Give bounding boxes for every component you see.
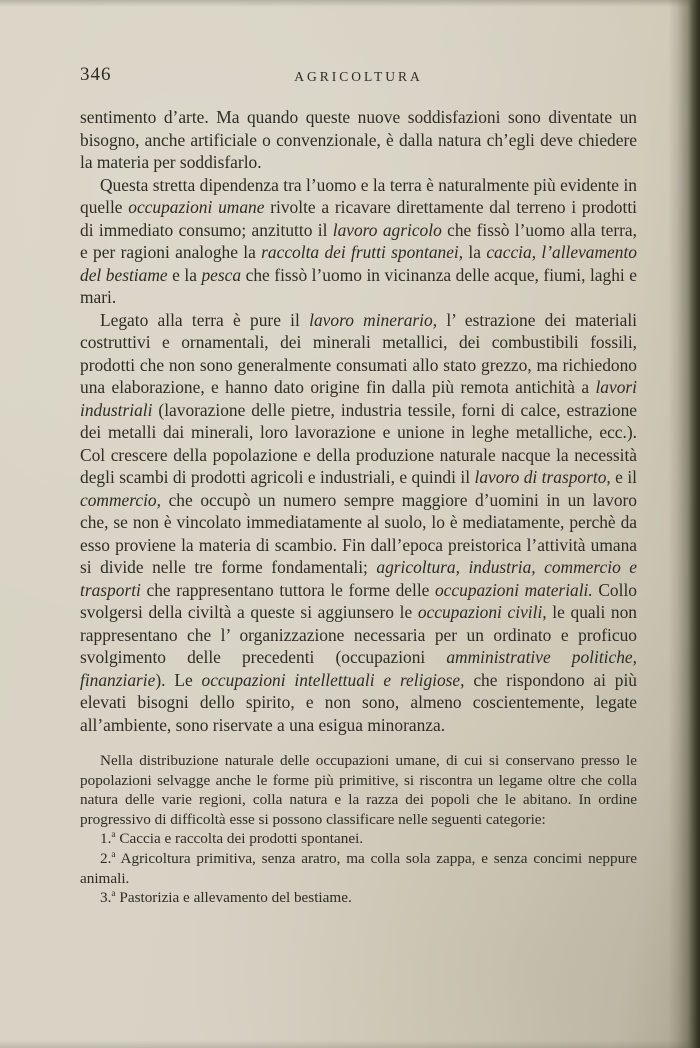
text-segment: Legato alla terra è pure il xyxy=(100,309,310,330)
text-segment: occupazioni civili, xyxy=(417,602,547,622)
text-segment: ). Le xyxy=(155,669,202,690)
text-segment: lavoro agricolo xyxy=(332,219,442,240)
paragraph xyxy=(80,106,637,174)
text-segment: l’ estrazione dei materiali costruttivi e ornamentali, dei minerali metallici, dei combustibili fossili, prodotti che non sono generalmente consumati allo stato grezzo, ma richiedono una elaborazione, e hanno dato origine fin dalla più remota antichità a xyxy=(80,309,637,397)
page-number: 346 xyxy=(80,64,112,85)
text-segment: che fissò l’uomo alla terra, e per ragioni analoghe la xyxy=(80,219,637,262)
text-segment: Caccia e raccolta dei prodotti spontanei. xyxy=(115,830,364,848)
text-segment: e il xyxy=(610,467,637,487)
text-segment: lavoro minerario, xyxy=(309,309,438,330)
text-segment: commercio, xyxy=(80,489,161,510)
bottom-page-edge xyxy=(0,1040,700,1048)
page-content-area xyxy=(80,64,637,908)
paragraph xyxy=(80,751,637,829)
text-segment: Agricoltura primitiva, senza aratro, ma colla sola zappa, e senza concimi neppure animali. xyxy=(80,849,637,887)
list-item xyxy=(80,888,637,908)
text-segment: lavoro di trasporto, xyxy=(474,467,611,487)
text-segment: che rispondono ai più elevati bisogni dello spirito, e non sono, almeno coscientemente, legate all’ambiente, sono riservate a una esigua minoranza. xyxy=(80,669,637,735)
text-segment: amministrative politiche, finanziarie xyxy=(80,647,637,690)
text-segment: le quali non rappresentano che l’ organizzazione necessaria per un ordinato e proficuo svolgimento delle precedenti (occupazioni xyxy=(80,602,638,667)
text-segment: caccia, l’allevamento del bestiame xyxy=(80,242,637,285)
list-item xyxy=(80,829,637,849)
page-body xyxy=(80,106,637,908)
list-item xyxy=(80,849,637,888)
text-segment: a xyxy=(111,830,116,841)
text-segment: che occupò un numero sempre maggiore d’uomini in un lavoro che, se non è vincolato immediatamente al suolo, lo è mediatamente, perchè da esso proviene la materia di scambio. Fin dall’epoca preistorica l’attività umana si divide nelle tre forme fondamentali; xyxy=(80,489,637,577)
text-segment: e la xyxy=(167,264,202,285)
text-segment: raccolta dei frutti spontanei, xyxy=(261,242,464,262)
text-segment: che fissò l’uomo in vicinanza delle acque, fiumi, laghi e mari. xyxy=(80,264,638,307)
text-segment: (lavorazione delle pietre, industria tessile, forni di calce, estrazione dei metalli dai minerali, loro lavorazione e unione in leghe metalliche, ecc.). Col crescere della popolazione e della produzione naturale nacque la necessità degli scambi di prodotti agricoli e industriali, e quindi il xyxy=(80,399,637,487)
text-segment: lavori industriali xyxy=(80,377,637,420)
top-page-edge xyxy=(0,0,700,7)
text-segment: Questa stretta dipendenza tra l’uomo e la terra è naturalmente più evidente in quelle xyxy=(80,174,637,217)
paragraph xyxy=(80,309,637,737)
text-segment: 2. xyxy=(100,849,112,867)
text-segment: agricoltura, industria, commercio e trasporti xyxy=(80,557,637,600)
text-segment: pesca xyxy=(201,264,242,285)
page-header xyxy=(80,64,637,90)
text-segment: 1. xyxy=(100,830,112,848)
text-segment: occupazioni umane xyxy=(128,197,265,217)
running-title: AGRICOLTURA xyxy=(294,69,423,84)
paragraph xyxy=(80,174,637,309)
text-segment: a xyxy=(111,889,116,900)
text-segment: 3. xyxy=(100,889,112,907)
text-segment: occupazioni materiali. xyxy=(434,579,593,600)
text-segment: rivolte a ricavare direttamente dal terreno i prodotti di immediato consumo; anzitutto il xyxy=(80,197,637,240)
text-segment: Pastorizia e allevamento del bestiame. xyxy=(115,889,352,907)
text-segment: Collo svolgersi della civiltà a queste si aggiunsero le xyxy=(80,579,637,622)
text-segment: a xyxy=(111,849,116,860)
text-segment: sentimento d’arte. Ma quando queste nuove soddisfazioni sono diventate un bisogno, anche artificiale o convenzionale, è dalla natura ch’egli deve chiedere la materia per soddisfarlo. xyxy=(80,107,637,172)
text-segment: che rappresentano tuttora le forme delle xyxy=(140,579,435,600)
text-segment: Nella distribuzione naturale delle occupazioni umane, di cui si conservano presso le popolazioni selvagge anche le forme più primitive, si riscontra un legame oltre che colla natura delle varie regioni, colla natura e la razza dei popoli che le abitano. In ordine progressivo di difficoltà esse si possono classificare nelle seguenti categorie: xyxy=(80,752,637,828)
right-page-edge xyxy=(668,0,700,1048)
text-segment: la xyxy=(463,242,487,262)
text-segment: occupazioni intellettuali e religiose, xyxy=(201,669,465,690)
